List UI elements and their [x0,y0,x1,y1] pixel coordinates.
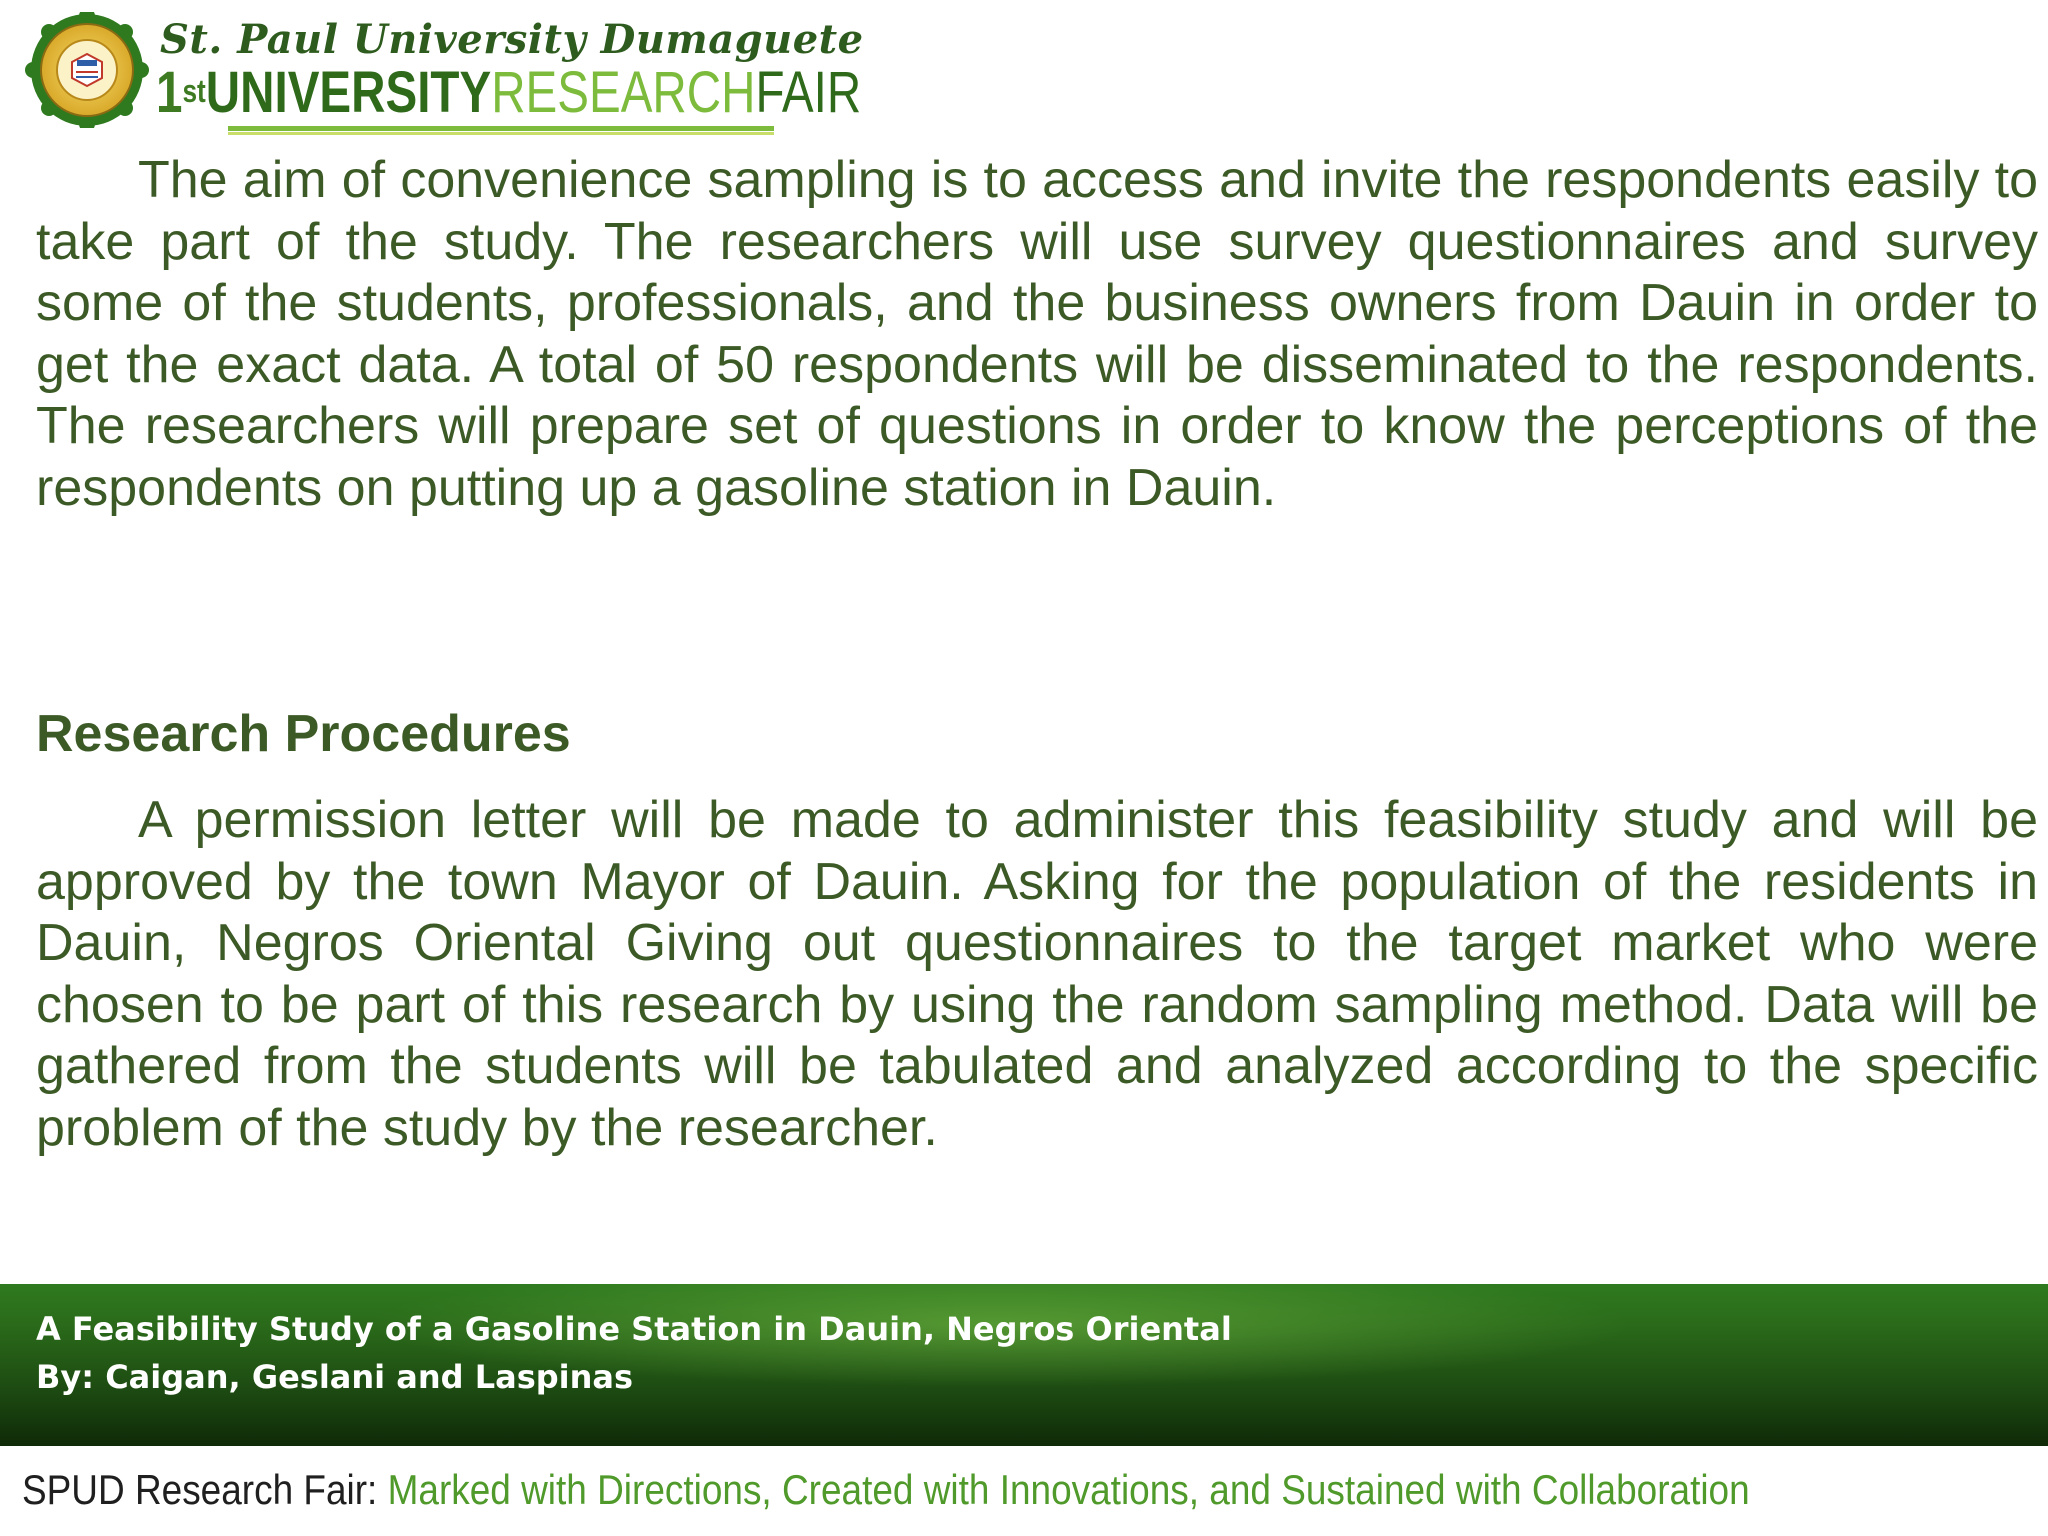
tagline-text: Marked with Directions, Created with Innovations, and Sustained with Collaboration [387,1466,1750,1513]
heading-research-procedures: Research Procedures [36,705,571,763]
header [18,10,864,130]
paragraph-sampling: The aim of convenience sampling is to access and invite the respondents easily to take part of the study. The researchers will use survey questionnaires and survey some of the students, professionals, and the business owners from Dauin in order to get the exact data. A total of 50 respondents will be disseminated to the respondents. The researchers will prepare set of questions in order to know the perceptions of the respondents on putting up a gasoline station in Dauin. [36,151,2038,517]
fair-underline [228,126,774,131]
fair-underline-accent [228,132,774,135]
footer-band [0,1284,2048,1446]
fair-ordinal: 1st [156,60,206,125]
footer-title: A Feasibility Study of a Gasoline Station in Dauin, Negros Oriental [36,1310,1232,1348]
tagline [22,1466,1750,1514]
fair-word-research: RESEARCH [491,60,756,125]
paragraph-procedures: A permission letter will be made to administer this feasibility study and will be approved by the town Mayor of Dauin. Asking for the population of the residents in Dauin, Negros Oriental Giving out questionnaires to the target market who were chosen to be part of this research by using the random sampling method. Data will be gathered from the students will be tabulated and analyzed according to the specific problem of the study by the researcher. [36,791,2038,1157]
fair-logo-text [156,60,862,125]
university-seal-icon [22,12,152,128]
fair-word-fair: FAIR [755,60,862,125]
tagline-label: SPUD Research Fair: [22,1466,388,1513]
university-name: St. Paul University Dumaguete [160,16,864,63]
fair-word-university: UNIVERSITY [205,60,492,125]
footer-authors: By: Caigan, Geslani and Laspinas [36,1358,634,1396]
